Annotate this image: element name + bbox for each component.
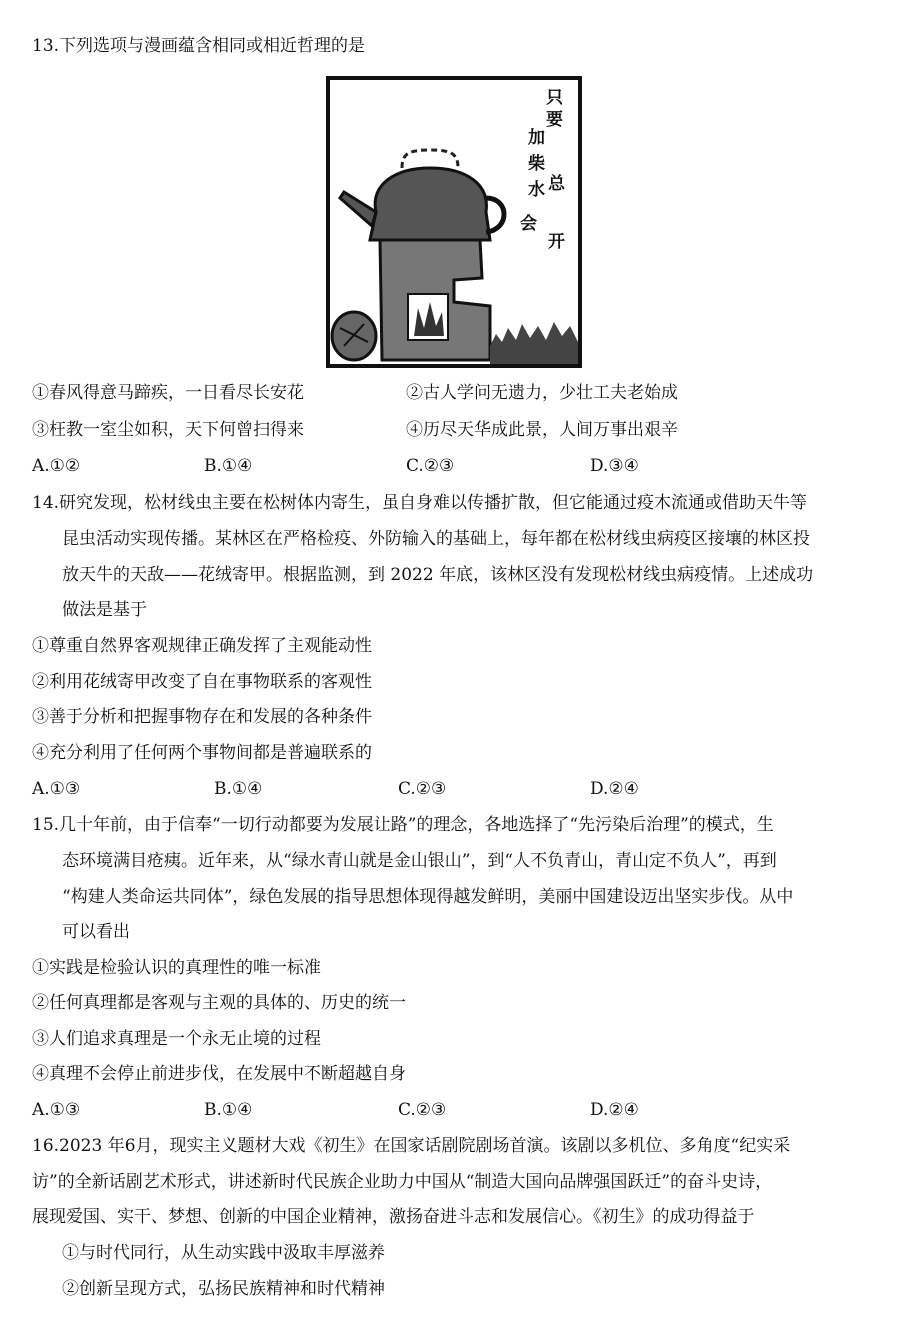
comic-caption-char: 要 bbox=[546, 110, 563, 130]
q15-choice-b: B.①④ bbox=[204, 1100, 253, 1120]
q15-choice-a: A.①③ bbox=[32, 1100, 81, 1120]
q13-choice-d: D.③④ bbox=[590, 456, 639, 476]
q16-option-1: ①与时代同行，从生动实践中汲取丰厚滋养 bbox=[62, 1243, 385, 1263]
comic-drawing bbox=[330, 80, 578, 364]
q13-option-1: ①春风得意马蹄疾，一日看尽长安花 bbox=[32, 383, 304, 403]
comic-caption-char: 柴 bbox=[528, 154, 545, 174]
q13-choice-b: B.①④ bbox=[204, 456, 253, 476]
question-14-stem-line: 昆虫活动实现传播。某林区在严格检疫、外防输入的基础上，每年都在松材线虫病疫区接壤的林区投 bbox=[62, 529, 810, 549]
comic-caption-char: 加 bbox=[528, 128, 545, 148]
question-13-stem: 13.下列选项与漫画蕴含相同或相近哲理的是 bbox=[32, 36, 366, 56]
q14-option-4: ④充分利用了任何两个事物间都是普遍联系的 bbox=[32, 743, 372, 763]
q13-option-4: ④历尽天华成此景，人间万事出艰辛 bbox=[406, 420, 678, 440]
question-14-stem-line: 放天牛的天敌——花绒寄甲。根据监测，到 2022 年底，该林区没有发现松材线虫病疫情。上述成功 bbox=[62, 565, 814, 585]
comic-illustration bbox=[326, 76, 582, 368]
q14-option-3: ③善于分析和把握事物存在和发展的各种条件 bbox=[32, 707, 372, 727]
comic-caption-char: 只 bbox=[546, 88, 563, 108]
q14-choice-d: D.②④ bbox=[590, 779, 639, 799]
question-15-stem-line: “构建人类命运共同体”，绿色发展的指导思想体现得越发鲜明，美丽中国建设迈出坚实步伐。从中 bbox=[62, 887, 794, 907]
comic-caption-char: 总 bbox=[548, 174, 565, 194]
q14-choice-b: B.①④ bbox=[214, 779, 263, 799]
q15-option-2: ②任何真理都是客观与主观的具体的、历史的统一 bbox=[32, 993, 406, 1013]
question-16-stem-line: 16.2023 年6月，现实主义题材大戏《初生》在国家话剧院剧场首演。该剧以多机位、多角度“纪实采 bbox=[32, 1136, 791, 1156]
question-15-stem-line: 态环境满目疮痍。近年来，从“绿水青山就是金山银山”，到“人不负青山，青山定不负人”，再到 bbox=[62, 851, 777, 871]
q15-option-1: ①实践是检验认识的真理性的唯一标准 bbox=[32, 958, 321, 978]
q13-option-3: ③枉教一室尘如积，天下何曾扫得来 bbox=[32, 420, 304, 440]
question-15-stem-line: 可以看出 bbox=[62, 922, 130, 942]
q13-option-2: ②古人学问无遗力，少壮工夫老始成 bbox=[406, 383, 678, 403]
comic-caption-char: 水 bbox=[528, 180, 545, 200]
q13-choice-c: C.②③ bbox=[406, 456, 455, 476]
q14-option-1: ①尊重自然界客观规律正确发挥了主观能动性 bbox=[32, 636, 372, 656]
q15-choice-c: C.②③ bbox=[398, 1100, 447, 1120]
question-15-stem-line: 15.几十年前，由于信奉“一切行动都要为发展让路”的理念，各地选择了“先污染后治理”的模式，生 bbox=[32, 815, 774, 835]
question-14-stem-line: 做法是基于 bbox=[62, 600, 147, 620]
question-16-stem-line: 展现爱国、实干、梦想、创新的中国企业精神，激扬奋进斗志和发展信心。《初生》的成功得益于 bbox=[32, 1207, 755, 1227]
q14-option-2: ②利用花绒寄甲改变了自在事物联系的客观性 bbox=[32, 672, 372, 692]
question-16-stem-line: 访”的全新话剧艺术形式，讲述新时代民族企业助力中国从“制造大国向品牌强国跃迁”的奋斗史诗， bbox=[32, 1172, 773, 1192]
q15-choice-d: D.②④ bbox=[590, 1100, 639, 1120]
comic-caption-char: 会 bbox=[520, 214, 537, 234]
q14-choice-c: C.②③ bbox=[398, 779, 447, 799]
q14-choice-a: A.①③ bbox=[32, 779, 81, 799]
q16-option-2: ②创新呈现方式，弘扬民族精神和时代精神 bbox=[62, 1279, 385, 1299]
q13-choice-a: A.①② bbox=[32, 456, 81, 476]
question-14-stem-line: 14.研究发现，松材线虫主要在松树体内寄生，虽自身难以传播扩散，但它能通过疫木流通或借助天牛等 bbox=[32, 493, 808, 513]
q15-option-3: ③人们追求真理是一个永无止境的过程 bbox=[32, 1029, 321, 1049]
comic-caption-char: 开 bbox=[548, 232, 565, 252]
q15-option-4: ④真理不会停止前进步伐，在发展中不断超越自身 bbox=[32, 1064, 406, 1084]
